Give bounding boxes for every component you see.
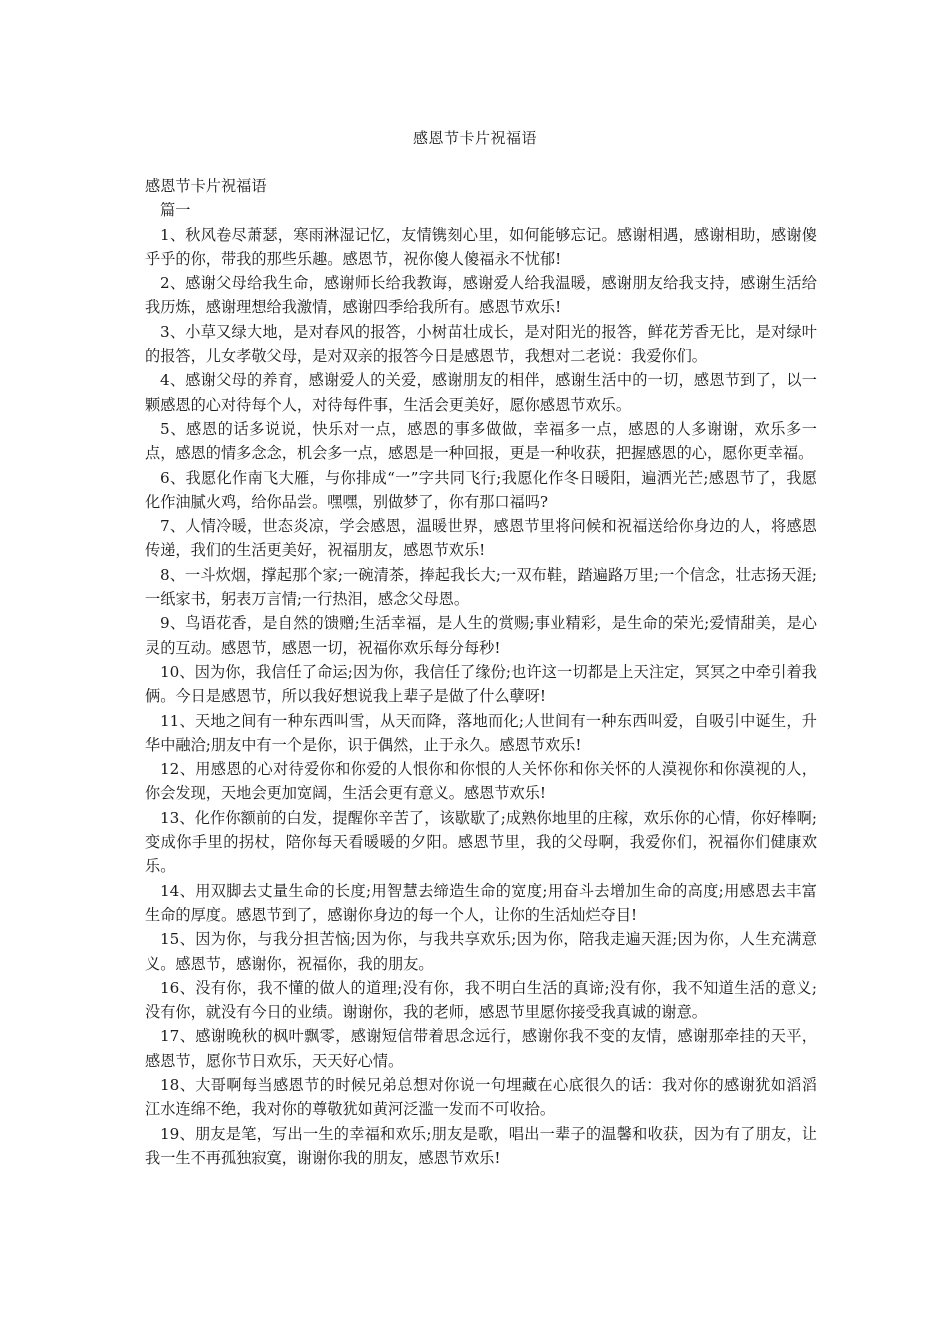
paragraph: 19、朋友是笔，写出一生的幸福和欢乐;朋友是歌，唱出一辈子的温馨和收获，因为有了朋友，让我一生不再孤独寂寞，谢谢你我的朋友，感恩节欢乐! <box>145 1124 817 1167</box>
paragraph: 8、一斗炊烟，撑起那个家;一碗清茶，捧起我长大;一双布鞋，踏遍路万里;一个信念，壮志扬天涯;一纸家书，躬表万言情;一行热泪，感念父母恩。 <box>145 565 817 609</box>
paragraph: 14、用双脚去丈量生命的长度;用智慧去缔造生命的宽度;用奋斗去增加生命的高度;用感恩去丰富生命的厚度。感恩节到了，感谢你身边的每一个人，让你的生活灿烂夺目! <box>145 881 817 924</box>
paragraph: 12、用感恩的心对待爱你和你爱的人恨你和你恨的人关怀你和你关怀的人漠视你和你漠视的人，你会发现，天地会更加宽阔，生活会更有意义。感恩节欢乐! <box>145 760 817 803</box>
paragraph: 13、化作你额前的白发，提醒你辛苦了，该歇歇了;成熟你地里的庄稼，欢乐你的心情，你好棒啊;变成你手里的拐杖，陪你每天看暖暖的夕阳。感恩节里，我的父母啊，我爱你们，祝福你们健康欢乐。 <box>145 808 817 876</box>
paragraph: 4、感谢父母的养育，感谢爱人的关爱，感谢朋友的相伴，感谢生活中的一切，感恩节到了，以一颗感恩的心对待每个人，对待每件事，生活会更美好，愿你感恩节欢乐。 <box>145 371 817 414</box>
paragraph: 3、小草又绿大地，是对春风的报答，小树苗壮成长，是对阳光的报答，鲜花芳香无比，是对绿叶的报答，儿女孝敬父母，是对双亲的报答今日是感恩节，我想对二老说：我爱你们。 <box>145 322 817 366</box>
paragraph: 18、大哥啊每当感恩节的时候兄弟总想对你说一句埋藏在心底很久的话：我对你的感谢犹如滔滔江水连绵不绝，我对你的尊敬犹如黄河泛滥一发而不可收拾。 <box>145 1075 817 1119</box>
paragraph: 15、因为你，与我分担苦恼;因为你，与我共享欢乐;因为你，陪我走遍天涯;因为你，人生充满意义。感恩节，感谢你，祝福你，我的朋友。 <box>145 930 817 973</box>
document-subtitle: 感恩节卡片祝福语 <box>145 177 267 195</box>
paragraph: 9、鸟语花香，是自然的馈赠;生活幸福，是人生的赏赐;事业精彩，是生命的荣光;爱情甜美，是心灵的互动。感恩节，感恩一切，祝福你欢乐每分每秒! <box>145 614 817 657</box>
paragraph: 17、感谢晚秋的枫叶飘零，感谢短信带着思念远行，感谢你我不变的友情，感谢那牵挂的天平，感恩节，愿你节日欢乐，天天好心情。 <box>145 1027 817 1070</box>
section-label: 篇一 <box>160 201 191 220</box>
paragraph: 5、感恩的话多说说，快乐对一点，感恩的事多做做，幸福多一点，感恩的人多谢谢，欢乐多一点，感恩的情多念念，机会多一点，感恩是一种回报，更是一种收获，把握感恩的心，愿你更幸福。 <box>145 419 817 463</box>
paragraph: 1、秋风卷尽萧瑟，寒雨淋湿记忆，友情镌刻心里，如何能够忘记。感谢相遇，感谢相助，感谢傻乎乎的你，带我的那些乐趣。感恩节，祝你傻人傻福永不忧郁! <box>145 225 817 268</box>
paragraph: 11、天地之间有一种东西叫雪，从天而降，落地而化;人世间有一种东西叫爱，自吸引中诞生，升华中融洽;朋友中有一个是你，识于偶然，止于永久。感恩节欢乐! <box>145 711 817 754</box>
paragraph: 6、我愿化作南飞大雁，与你排成“一”字共同飞行;我愿化作冬日暖阳，遍洒光芒;感恩节了，我愿化作油腻火鸡，给你品尝。嘿嘿，别做梦了，你有那口福吗? <box>145 468 817 511</box>
document-body <box>145 174 817 1170</box>
paragraph: 10、因为你，我信任了命运;因为你，我信任了缘份;也许这一切都是上天注定，冥冥之中牵引着我俩。今日是感恩节，所以我好想说我上辈子是做了什么孽呀! <box>145 662 817 706</box>
document-title: 感恩节卡片祝福语 <box>412 129 537 147</box>
paragraph: 7、人情冷暖，世态炎凉，学会感恩，温暖世界，感恩节里将问候和祝福送给你身边的人，将感恩传递，我们的生活更美好，祝福朋友，感恩节欢乐! <box>145 517 817 560</box>
paragraph: 2、感谢父母给我生命，感谢师长给我教诲，感谢爱人给我温暖，感谢朋友给我支持，感谢生活给我历炼，感谢理想给我激情，感谢四季给我所有。感恩节欢乐! <box>145 274 817 317</box>
paragraph: 16、没有你，我不懂的做人的道理;没有你，我不明白生活的真谛;没有你，我不知道生活的意义;没有你，就没有今日的业绩。谢谢你，我的老师，感恩节里愿你接受我真诚的谢意。 <box>145 978 817 1022</box>
paragraph-list <box>145 223 817 1171</box>
